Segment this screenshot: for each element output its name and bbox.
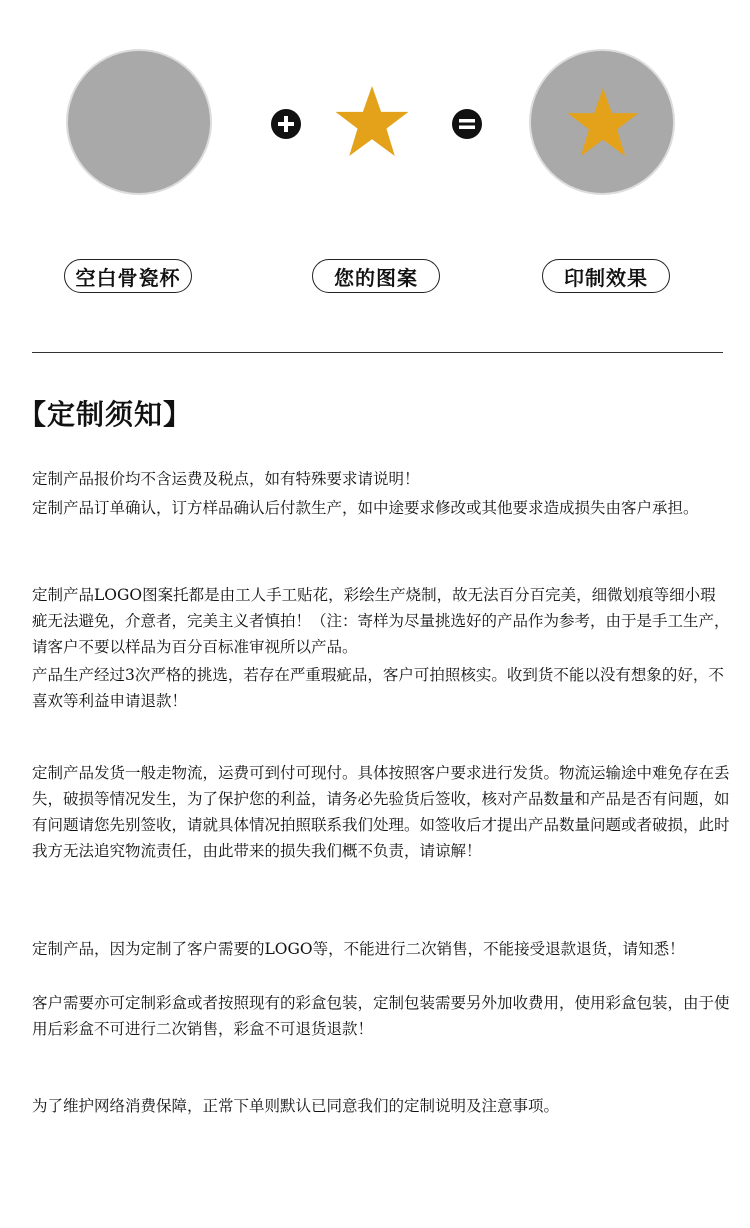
divider — [32, 352, 723, 353]
label-your-design: 您的图案 — [312, 259, 440, 293]
paragraph-2b: 产品生产经过3次严格的挑选，若存在严重瑕疵品，客户可拍照核实。收到货不能以没有想象的好，不喜欢等利益申请退款！ — [32, 666, 724, 710]
notice-title: 【定制须知】 — [18, 398, 193, 431]
blank-circle-icon — [66, 49, 212, 195]
label-blank-cup: 空白骨瓷杯 — [64, 259, 192, 293]
star-icon — [334, 84, 410, 158]
printed-star-icon — [566, 86, 640, 158]
plus-icon — [271, 109, 301, 139]
paragraph-4a: 定制产品，因为定制了客户需要的LOGO等，不能进行二次销售，不能接受退款退货，请知悉！ — [32, 940, 685, 958]
paragraph-5: 为了维护网络消费保障，正常下单则默认已同意我们的定制说明及注意事项。 — [32, 1097, 560, 1115]
paragraph-1a: 定制产品报价均不含运费及税点，如有特殊要求请说明！ — [32, 470, 420, 488]
customization-diagram — [0, 0, 750, 320]
label-print-result: 印制效果 — [542, 259, 670, 293]
paragraph-4b: 客户需要亦可定制彩盒或者按照现有的彩盒包装，定制包装需要另外加收费用，使用彩盒包装，由于使用后彩盒不可进行二次销售，彩盒不可退货退款！ — [32, 994, 730, 1038]
paragraph-1b: 定制产品订单确认，订方样品确认后付款生产，如中途要求修改或其他要求造成损失由客户承担。 — [32, 499, 699, 517]
equals-icon — [452, 109, 482, 139]
paragraph-3: 定制产品发货一般走物流，运费可到付可现付。具体按照客户要求进行发货。物流运输途中难免存在丢失，破损等情况发生，为了保护您的利益，请务必先验货后签收，核对产品数量和产品是否有问题，如有问题请您先别签收，请就具体情况拍照联系我们处理。如签收后才提出产品数量问题或者破损，此时我方无法追究物流责任，由此带来的损失我们概不负责，请谅解！ — [32, 764, 730, 860]
paragraph-2a: 定制产品LOGO图案托都是由工人手工贴花，彩绘生产烧制，故无法百分百完美，细微划痕等细小瑕疵无法避免，介意者，完美主义者慎拍！（注：寄样为尽量挑选好的产品作为参考，由于是手工生产，请客户不要以样品为百分百标准审视所以产品。 — [32, 586, 730, 656]
